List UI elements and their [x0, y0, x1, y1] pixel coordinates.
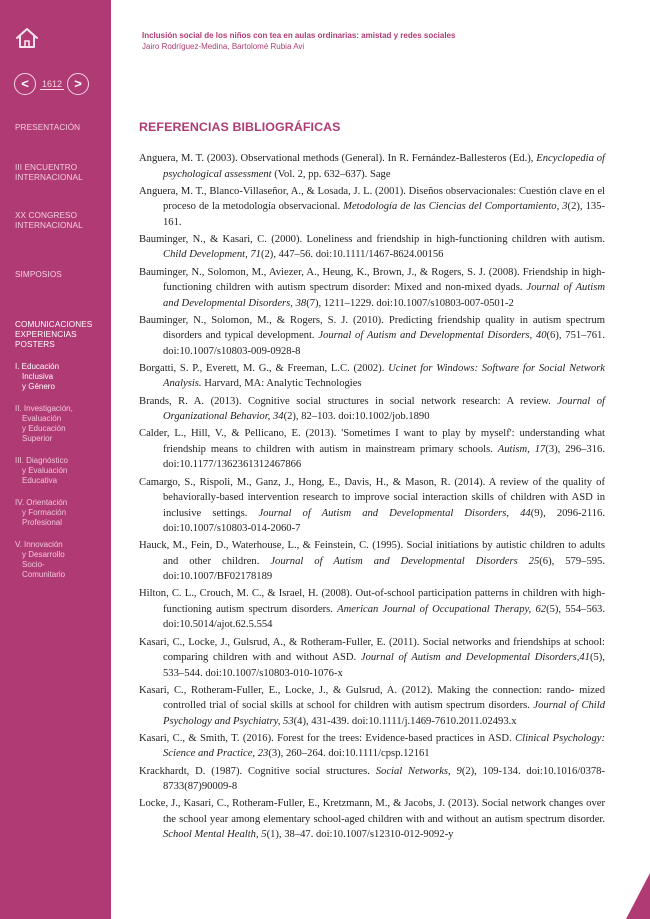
reference-text: (3), 296–316. doi:10.1177/1362361312467866: [163, 443, 605, 471]
reference-item: [139, 731, 605, 762]
reference-text: (6), 579–595. doi:10.1007/BF02178189: [163, 555, 605, 583]
reference-item: [139, 635, 605, 682]
reference-text: Anguera, M. T., Blanco-Villaseñor, A., & Losada, J. L. (2001). Diseños observacionales: Cuestión clave en el proceso de la metodología observacional.: [139, 185, 605, 213]
reference-text: Kasari, C., Rotheram-Fuller, E., Locke, J., & Gulsrud, A. (2012). Making the connection: rando- mized controlled trial of social skills at school for children with autism spectrum disorders.: [139, 684, 605, 712]
reference-source: School Mental Health, 5: [163, 829, 267, 841]
submenu-item-orientacion[interactable]: [15, 498, 107, 528]
reference-text: Brands, R. A. (2013). Cognitive social structures in social network research: A review.: [139, 395, 558, 407]
reference-source: Journal of Child Psychology and Psychiatry, 53: [163, 700, 605, 727]
section-title: REFERENCIAS BIBLIOGRÁFICAS: [139, 120, 341, 134]
submenu-item-line: Socio-: [22, 560, 45, 569]
reference-text: (3), 260–264. doi:10.1111/cpsp.12161: [268, 748, 430, 760]
submenu-item-line: Profesional: [22, 518, 63, 527]
reference-item: [139, 265, 605, 312]
reference-text: (9), 2096-2116. doi:10.1007/s10803-014-2060-7: [163, 507, 605, 534]
reference-source: Metodología de las Ciencias del Comportamiento, 3: [343, 201, 568, 213]
reference-source: Clinical Psychology: Science and Practice, 23: [163, 732, 605, 760]
reference-item: [139, 475, 605, 537]
submenu-item-title: II. Investigación,: [15, 404, 73, 413]
page-number: 1612: [41, 79, 63, 89]
previous-page-button[interactable]: <: [14, 73, 36, 95]
menu-item-comunicaciones[interactable]: COMUNICACIONES EXPERIENCIAS POSTERS: [15, 320, 93, 349]
reference-source: Journal of Autism and Developmental Disorders, 44: [258, 507, 531, 519]
reference-item: [139, 394, 605, 425]
reference-text: (2), 447–56. doi:10.1111/1467-8624.00156: [260, 249, 444, 261]
reference-source: Journal of Autism and Developmental Disorders,41: [360, 652, 590, 664]
reference-item: [139, 426, 605, 473]
reference-item: [139, 764, 605, 795]
reference-source: Autism, 17: [497, 443, 546, 455]
reference-item: [139, 151, 605, 182]
submenu-item-line: y Desarrollo: [22, 550, 65, 559]
page-navigation: [14, 73, 94, 99]
article-title: Inclusión social de los niños con tea en aulas ordinarias: amistad y redes sociales: [142, 31, 456, 40]
menu-item-simposios[interactable]: SIMPOSIOS: [15, 270, 62, 279]
submenu-item-line: y Género: [22, 382, 55, 391]
reference-item: [139, 586, 605, 633]
reference-source: Encyclopedia of psychological assessment: [163, 153, 605, 180]
submenu-item-innovacion[interactable]: [15, 540, 107, 580]
submenu-item-line: y Formación: [22, 508, 67, 517]
reference-source: Journal of Autism and Developmental Disorders 25: [270, 555, 540, 567]
submenu-item-title: IV. Orientación: [15, 498, 68, 507]
submenu-item-line: Evaluación: [22, 414, 62, 423]
reference-list: [139, 151, 605, 845]
submenu-item-line: Inclusiva: [22, 372, 54, 381]
home-icon[interactable]: [14, 26, 40, 50]
menu-item-presentacion[interactable]: PRESENTACIÓN: [15, 123, 81, 132]
submenu-item-line: Comunitario: [22, 570, 66, 579]
submenu-item-investigacion[interactable]: [15, 404, 107, 444]
reference-source: Journal of Autism and Developmental Disorders, 38: [163, 282, 605, 309]
submenu-item-diagnostico[interactable]: [15, 456, 107, 486]
menu-item-congreso[interactable]: XX CONGRESO INTERNACIONAL: [15, 211, 83, 230]
reference-source: Journal of Autism and Developmental Disorders, 40: [318, 330, 547, 342]
reference-text: (2), 135-161.: [163, 201, 605, 228]
reference-text: Hauck, M., Fein, D., Waterhouse, L., & Feinstein, C. (1995). Social initiations by autistic children to adults and other children.: [139, 540, 605, 567]
reference-source: Social Networks, 9: [375, 765, 462, 777]
reference-text: Anguera, M. T. (2003). Observational methods (General). In R. Fernández-Ballesteros (Ed.),: [139, 153, 537, 164]
submenu-item-title: V. Innovación: [15, 540, 63, 549]
reference-text: Bauminger, N., & Kasari, C. (2000). Loneliness and friendship in high-functioning children with autism.: [139, 233, 605, 245]
submenu-item-line: Educativa: [22, 476, 58, 485]
reference-text: Hilton, C. L., Crouch, M. C., & Israel, H. (2008). Out-of-school participation patterns in children with high-functioning autism spectrum disorders.: [139, 588, 605, 615]
reference-text: (2), 82–103. doi:10.1002/job.1890: [283, 411, 430, 423]
submenu-item-line: y Evaluación: [22, 466, 68, 475]
submenu-item-title: I. Educación: [15, 362, 60, 371]
reference-text: Krackhardt, D. (1987). Cognitive social structures.: [139, 765, 376, 777]
reference-text: (6), 751–761. doi:10.1007/s10803-009-0928-8: [163, 330, 605, 357]
reference-text: Bauminger, N., Solomon, M., Aviezer, A., Heung, K., Brown, J., & Rogers, S. J. (2008). Friendship in high-functioning children with autism spectrum disorder: Mixed and non-mixed dyads.: [139, 266, 605, 294]
submenu-item-title: III. Diagnóstico: [15, 456, 68, 465]
reference-item: [139, 184, 605, 231]
submenu-item-line: Superior: [22, 434, 53, 443]
sidebar: [0, 0, 111, 919]
reference-text: (1), 38–47. doi:10.1007/s12310-012-9092-y: [266, 829, 454, 841]
submenu-item-educacion-inclusiva[interactable]: [15, 362, 107, 392]
corner-decoration: [626, 873, 650, 919]
reference-source: Child Development, 71: [163, 249, 261, 261]
reference-item: [139, 796, 605, 843]
reference-text: (7), 1211–1229. doi:10.1007/s10803-007-0501-2: [306, 297, 514, 309]
reference-source: Journal of Organizational Behavior, 34: [163, 395, 605, 423]
menu-item-encuentro[interactable]: III ENCUENTRO INTERNACIONAL: [15, 163, 83, 182]
reference-text: (4), 431-439. doi:10.1111/j.1469-7610.2011.02493.x: [293, 715, 517, 727]
reference-item: [139, 683, 605, 730]
reference-text: Kasari, C., & Smith, T. (2016). Forest for the trees: Evidence-based practices in ASD.: [139, 732, 516, 744]
reference-text: (Vol. 2, pp. 632–637). Sage: [271, 168, 391, 180]
next-page-button[interactable]: >: [67, 73, 89, 95]
reference-text: Locke, J., Kasari, C., Rotheram-Fuller, E., Kretzmann, M., & Jacobs, J. (2013). Social network changes over the school year among elementary school-aged children with and without an autism spectrum disorder.: [139, 798, 605, 825]
reference-text: Borgatti, S. P., Everett, M. G., & Freeman, L.C. (2002).: [139, 362, 389, 374]
submenu-item-line: y Educación: [22, 424, 66, 433]
reference-item: [139, 232, 605, 263]
reference-text: Camargo, S., Rispoli, M., Ganz, J., Hong, E., Davis, H., & Mason, R. (2014). A review of the quality of behaviorally-based intervention research to improve social interaction skills of children with ASD in inclusive settings.: [139, 476, 605, 519]
reference-text: Kasari, C., Locke, J., Gulsrud, A., & Rotheram-Fuller, E. (2011). Social networks and friendships at school: comparing children with and without ASD.: [139, 636, 605, 664]
reference-source: Ucinet for Windows: Software for Social Network Analysis.: [163, 362, 605, 390]
reference-text: Harvard, MA: Analytic Technologies: [201, 378, 362, 390]
reference-text: (5), 533–544. doi:10.1007/s10803-010-1076-x: [163, 652, 605, 679]
reference-text: (5), 554–563. doi:10.5014/ajot.62.5.554: [163, 603, 605, 631]
reference-source: American Journal of Occupational Therapy, 62: [337, 603, 547, 615]
article-authors: Jairo Rodríguez-Medina, Bartolomé Rubia Avi: [142, 42, 305, 51]
reference-item: [139, 313, 605, 360]
reference-text: (2), 109-134. doi:10.1016/0378-8733(87)90009-8: [163, 765, 605, 793]
reference-item: [139, 538, 605, 585]
reference-text: Calder, L., Hill, V., & Pellicano, E. (2013). 'Sometimes I want to play by myself': understanding what friendship means to children with autism in mainstream primary schools.: [139, 428, 605, 455]
reference-text: Bauminger, N., Solomon, M., & Rogers, S. J. (2010). Predicting friendship quality in autism spectrum disorders and typical development.: [139, 314, 605, 342]
reference-item: [139, 361, 605, 392]
